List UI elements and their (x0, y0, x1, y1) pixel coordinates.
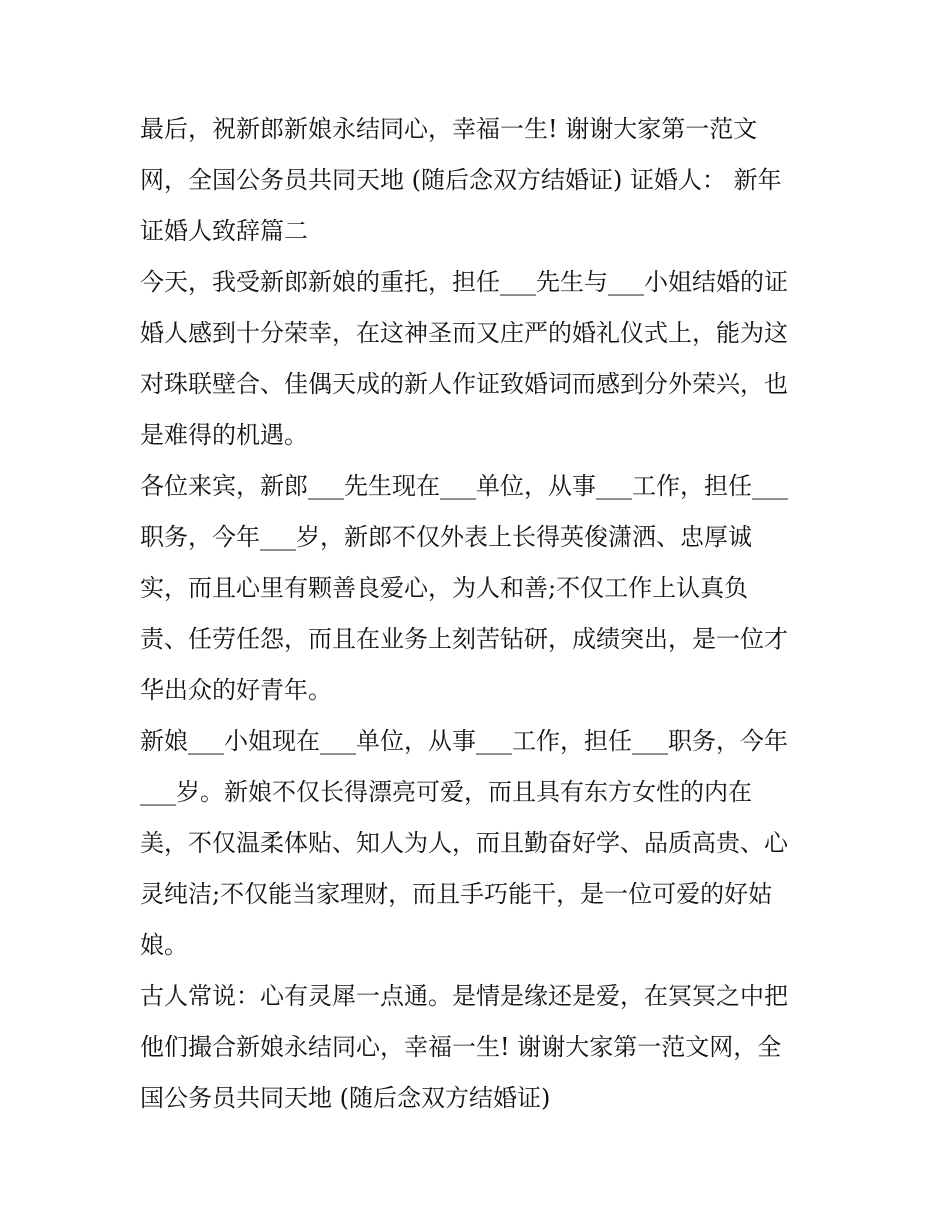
text-line: 娘。 (140, 931, 188, 959)
text-line: ___岁。新娘不仅长得漂亮可爱，而且具有东方女性的内在 (140, 778, 752, 806)
text-line: 他们撮合新娘永结同心，幸福一生! 谢谢大家第一范文网，全 (140, 1033, 782, 1061)
text-line: 古人常说：心有灵犀一点通。是情是缘还是爱，在冥冥之中把 (140, 982, 788, 1010)
text-line: 各位来宾，新郎___先生现在___单位，从事___工作，担任___ (140, 472, 788, 500)
text-line: 国公务员共同天地 (随后念双方结婚证) (140, 1084, 551, 1112)
text-line: 婚人感到十分荣幸，在这神圣而又庄严的婚礼仪式上，能为这 (140, 319, 788, 347)
text-line: 新娘___小姐现在___单位，从事___工作，担任___职务，今年 (140, 727, 788, 755)
text-line: 灵纯洁;不仅能当家理财，而且手巧能干，是一位可爱的好姑 (140, 880, 773, 908)
text-line: 今天，我受新郎新娘的重托，担任___先生与___小姐结婚的证 (140, 268, 788, 296)
text-line: 网，全国公务员共同天地 (随后念双方结婚证) 证婚人： 新年 (140, 166, 782, 194)
text-line: 对珠联壁合、佳偶天成的新人作证致婚词而感到分外荣兴，也 (140, 370, 788, 398)
text-line: 最后，祝新郎新娘永结同心，幸福一生! 谢谢大家第一范文 (140, 115, 758, 143)
text-line: 职务，今年___岁，新郎不仅外表上长得英俊潇洒、忠厚诚 (140, 523, 752, 551)
text-line: 是难得的机遇。 (140, 421, 308, 449)
section-heading: 证婚人致辞篇二 (140, 217, 308, 245)
document-body (140, 104, 820, 1124)
text-line: 实，而且心里有颗善良爱心，为人和善;不仅工作上认真负 (140, 574, 749, 602)
text-line: 责、任劳任怨，而且在业务上刻苦钻研，成绩突出，是一位才 (140, 625, 788, 653)
text-line: 华出众的好青年。 (140, 676, 332, 704)
text-line: 美，不仅温柔体贴、知人为人，而且勤奋好学、品质高贵、心 (140, 829, 788, 857)
